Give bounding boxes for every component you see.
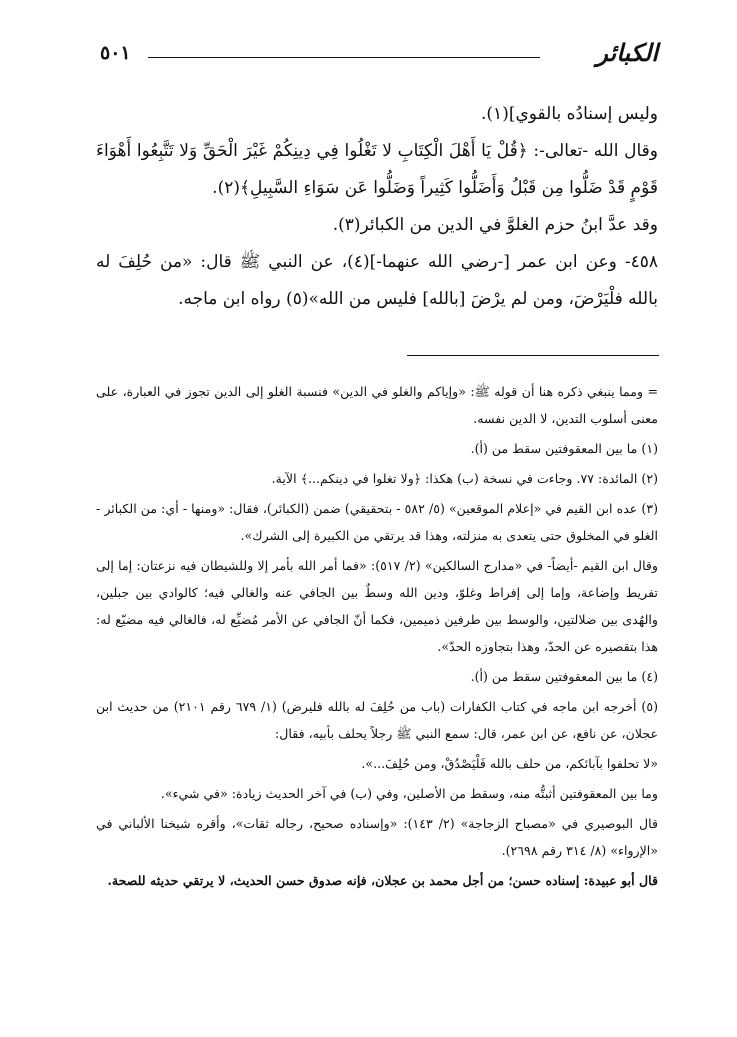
page-header	[96, 38, 658, 78]
footnote-3-continued: وقال ابن القيم -أيضاً- في «مدارج السالكين» (٢/ ٥١٧): «فما أمر الله بأمر إلا وللشيطان فيه نزعتان: إما إلى تفريط وإضاعة، وإما إلى إفراط وغلوّ، ودين الله وسطٌ بين الجافي عنه والغالي فيه؛ كالوادي بين جبلين، والهُدى بين ضلالتين، والوسط بين طرفين ذميمين، فكما أنّ الجافي عن الأمر مُضيِّع له، فالغالي فيه مضيّع له: هذا بتقصيره عن الحدّ، وهذا بتجاوزه الحدّ».	[96, 558, 659, 654]
header-rule	[148, 57, 540, 58]
footnote-divider	[407, 355, 659, 356]
footnote-5-note: وما بين المعقوفتين أثبتُّه منه، وسقط من الأصلين، وفي (ب) في آخر الحديث زيادة: «في شيء».	[160, 786, 658, 801]
footnote-5-hadith: «لا تحلفوا بآبائكم، من حلف بالله فَلْيَصْدُقْ، ومن حُلِفَ...».	[361, 756, 658, 771]
footnote-5: (٥) أخرجه ابن ماجه في كتاب الكفارات (باب من حُلِفَ له بالله فليرض) (١/ ٦٧٩ رقم ٢١٠١) من حديث ابن عجلان، عن نافع، عن ابن عمر، قال: سمع النبي ﷺ رجلاً يحلف بأبيه، فقال:	[96, 699, 658, 741]
running-title: الكبائر	[596, 38, 658, 67]
footnote-2: (٢) المائدة: ٧٧. وجاءت في نسخة (ب) هكذا: ﴿ولا تغلوا في دينكم...﴾ الآية.	[271, 471, 658, 486]
paragraph-quran-verse: وقال الله -تعالى-: ﴿قُلْ يَا أَهْلَ الْكِتَابِ لا تَغْلُوا فِي دِينِكُمْ غَيْرَ الْحَقِّ وَلا تَتَّبِعُوا أَهْوَاءَ قَوْمٍ قَدْ ضَلُّوا مِن قَبْلُ وَأَضَلُّوا كَثِيراً وَضَلُّوا عَن سَوَاءِ السَّبِيلِ﴾(٢).	[96, 141, 658, 198]
paragraph-hadith-458: ٤٥٨- وعن ابن عمر [-رضي الله عنهما-](٤)، عن النبي ﷺ قال: «من حُلِفَ له بالله فلْيَرْضَ، ومن لم يرْضَ [بالله] فليس من الله»(٥) رواه ابن ماجه.	[96, 252, 658, 309]
main-text	[96, 96, 658, 318]
footnote-3: (٣) عده ابن القيم في «إعلام الموقعين» (٥/ ٥٨٢ - بتحقيقي) ضمن (الكبائر)، فقال: «ومنها - أي: من الكبائر - الغلو في المخلوق حتى يتعدى به منزلته، وهذا قد يرتقي من الكبيرة إلى الشرك».	[96, 501, 658, 543]
page-number: ٥٠١	[100, 42, 131, 64]
footnote-1: (١) ما بين المعقوفتين سقط من (أ).	[470, 441, 658, 456]
footnotes	[96, 378, 658, 897]
paragraph-isnad: وليس إسنادُه بالقوي](١).	[481, 104, 658, 124]
paragraph-ibn-hazm: وقد عدَّ ابنُ حزم الغلوَّ في الدين من الكبائر(٣).	[332, 215, 658, 235]
footnote-5-abu-ubaida: قال أبو عبيدة: إسناده حسن؛ من أجل محمد بن عجلان، فإنه صدوق حسن الحديث، لا يرتقي حديثه للصحة.	[107, 873, 658, 888]
footnote-5-busiri: قال البوصيري في «مصباح الزجاجة» (٢/ ١٤٣): «وإسناده صحيح، رجاله ثقات»، وأقره شيخنا الألباني في «الإرواء» (٨/ ٣١٤ رقم ٢٦٩٨).	[96, 816, 658, 858]
footnote-continuation: = ومما ينبغي ذكره هنا أن قوله ﷺ: «وإياكم والغلو في الدين» فنسبة الغلو إلى الدين تجوز في العبارة، على معنى أسلوب التدين، لا الدين نفسه.	[96, 384, 658, 426]
footnote-4: (٤) ما بين المعقوفتين سقط من (أ).	[470, 669, 658, 684]
